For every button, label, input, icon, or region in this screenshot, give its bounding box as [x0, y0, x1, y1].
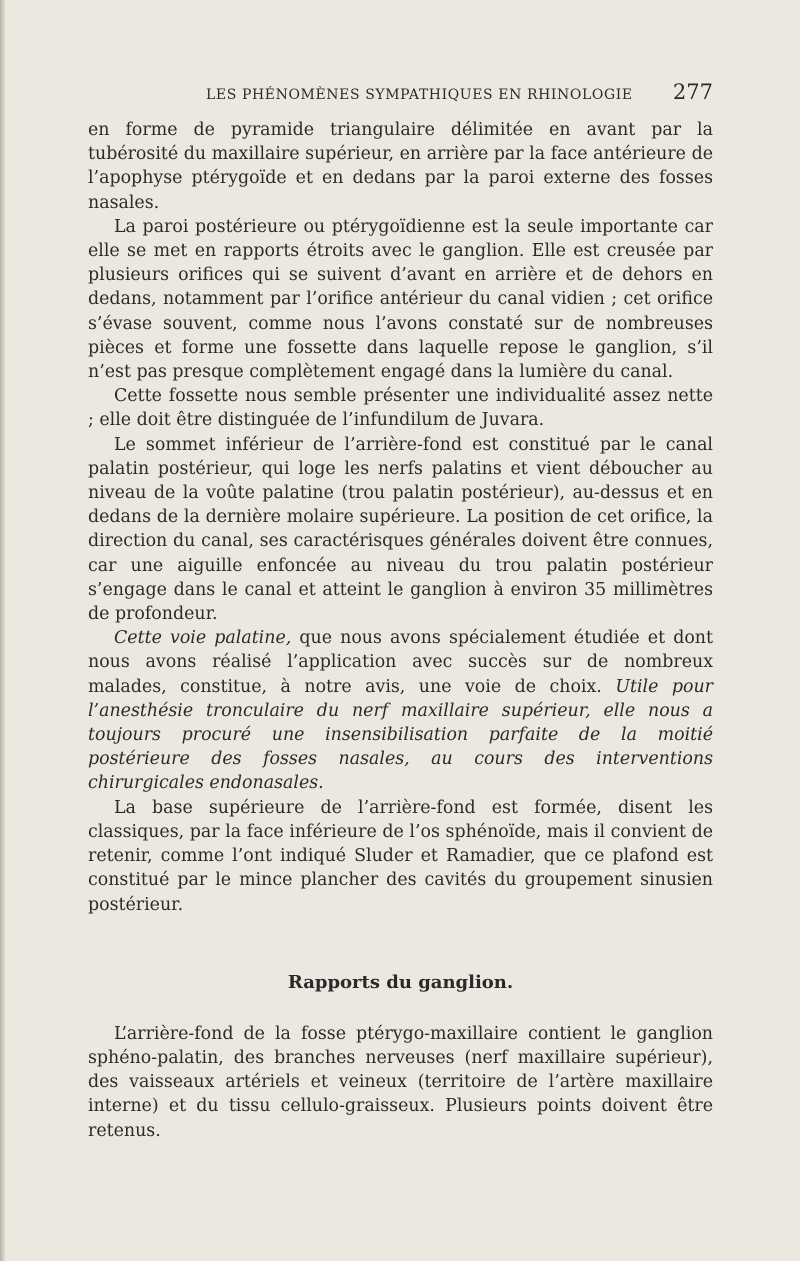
binding-edge	[0, 0, 5, 1261]
italic-conclusion: Utile pour l’anesthésie tronculaire du nerf maxillaire supérieur, elle nous a toujours procuré une insensibilisation parfaite de la moitié postérieure des fosses nasales, au cours des interventions chirurgicales endonasales.	[88, 676, 713, 794]
paragraph-continuation: en forme de pyramide triangulaire délimitée en avant par la tubérosité du maxillaire supérieur, en arrière par la face antérieure de l’apophyse ptérygoïde et en dedans par la paroi externe des fosses nasales.	[88, 120, 713, 213]
paragraph-inferior-apex: Le sommet inférieur de l’arrière-fond est constitué par le canal palatin postérieur, qui loge les nerfs palatins et vient déboucher au niveau de la voûte palatine (trou palatin postérieur), au-dessus et en dedans de la dernière molaire supérieure. La position de cet orifice, la direction du canal, ses caractérisques générales doivent être connues, car une aiguille enfoncée au niveau du trou palatin postérieur s’engage dans le canal et atteint le ganglion à environ 35 millimètres de profondeur.	[88, 434, 713, 625]
section-heading: Rapports du ganglion.	[287, 971, 514, 993]
italic-lead: Cette voie palatine,	[114, 628, 292, 649]
running-title: LES PHÉNOMÈNES SYMPATHIQUES EN RHINOLOGIE	[206, 87, 633, 103]
paragraph-superior-base: La base supérieure de l’arrière-fond est formée, disent les classiques, par la face inférieure de l’os sphénoïde, mais il convient de retenir, comme l’ont indiqué Sluder et Ramadier, que ce plafond est constitué par le mince plancher des cavités du groupement sinusien postérieur.	[88, 797, 713, 915]
paragraph-ganglion-relations: L’arrière-fond de la fosse ptérygo-maxillaire contient le ganglion sphéno-palatin, des branches nerveuses (nerf maxillaire supérieur), des vaisseaux artériels et veineux (territoire de l’artère maxillaire interne) et du tissu cellulo-graisseux. Plusieurs points doivent être retenus.	[88, 1023, 713, 1141]
paragraph-palatine-route	[88, 626, 713, 795]
paragraph-fossette: Cette fossette nous semble présenter une individualité assez nette ; elle doit être distinguée de l’infundilum de Juvara.	[88, 386, 713, 431]
page-number: 277	[672, 80, 713, 104]
roman-text: que nous avons spécialement étudiée et dont nous avons réalisé l’application avec succès sur de nombreux malades, constitue, à notre avis, une voie de choix.	[88, 628, 713, 697]
running-header	[88, 80, 713, 110]
paragraph-posterior-wall: La paroi postérieure ou ptérygoïdienne est la seule importante car elle se met en rapports étroits avec le ganglion. Elle est creusée par plusieurs orifices qui se suivent d’avant en arrière et de dehors en dedans, notamment par l’orifice antérieur du canal vidien ; cet orifice s’évase souvent, comme nous l’avons constaté sur de nombreuses pièces et forme une fossette dans laquelle repose le ganglion, s’il n’est pas presque complètement engagé dans la lumière du canal.	[88, 216, 713, 383]
body-text	[88, 118, 713, 1143]
